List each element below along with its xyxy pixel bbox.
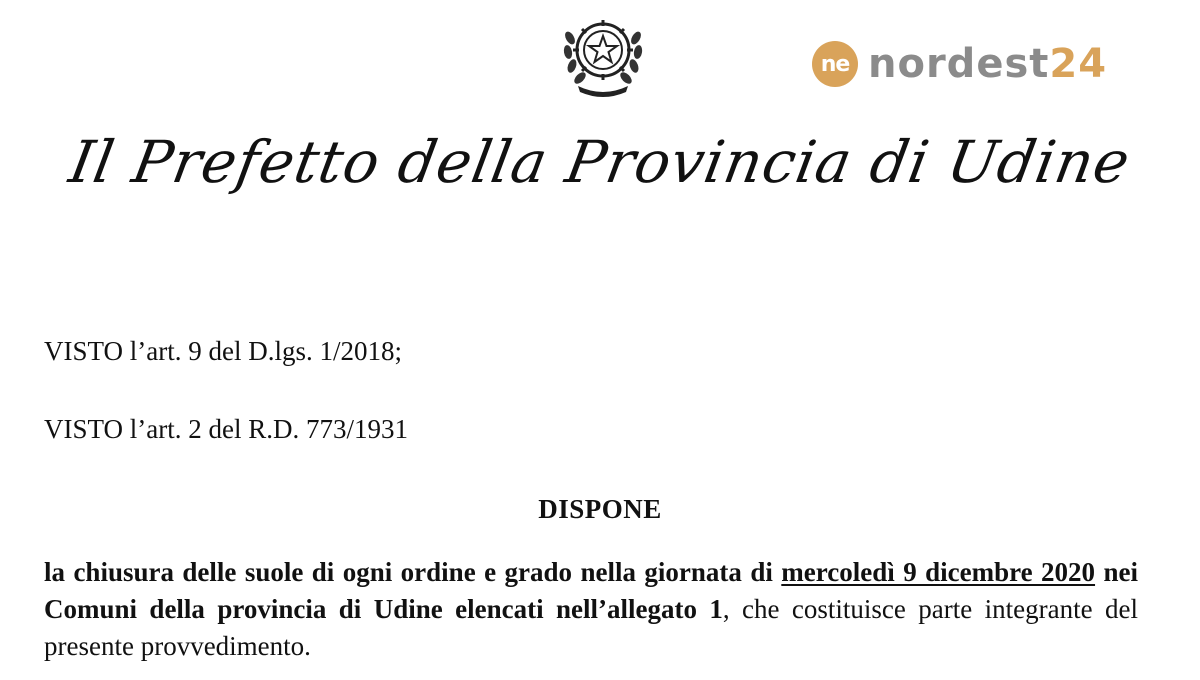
logo-name-part1: nordest (868, 41, 1050, 87)
dispone-heading: DISPONE (538, 494, 662, 524)
paragraph-date: mercoledì 9 dicembre 2020 (781, 557, 1096, 587)
nordest24-logo (812, 38, 1107, 90)
logo-badge-text: ne (820, 51, 850, 77)
document-heading: Il Prefetto della Provincia di Udine (64, 128, 1136, 196)
logo-badge (812, 41, 858, 87)
italian-republic-emblem-icon (560, 8, 646, 98)
visto-line-2: VISTO l’art. 2 del R.D. 773/1931 (44, 414, 408, 444)
paragraph-bold-middle: nei Comuni della provincia di Udine elencati nell’allegato 1 (44, 557, 1138, 624)
logo-name-part2: 24 (1049, 41, 1108, 87)
dispone-paragraph (44, 554, 1138, 665)
paragraph-bold-start: la chiusura delle suole di ogni ordine e grado nella giornata di (44, 557, 782, 587)
logo-wordmark (868, 41, 1108, 87)
paragraph-rest: , che costituisce parte integrante del presente provvedimento. (44, 594, 1138, 661)
visto-line-1: VISTO l’art. 9 del D.lgs. 1/2018; (44, 336, 402, 366)
